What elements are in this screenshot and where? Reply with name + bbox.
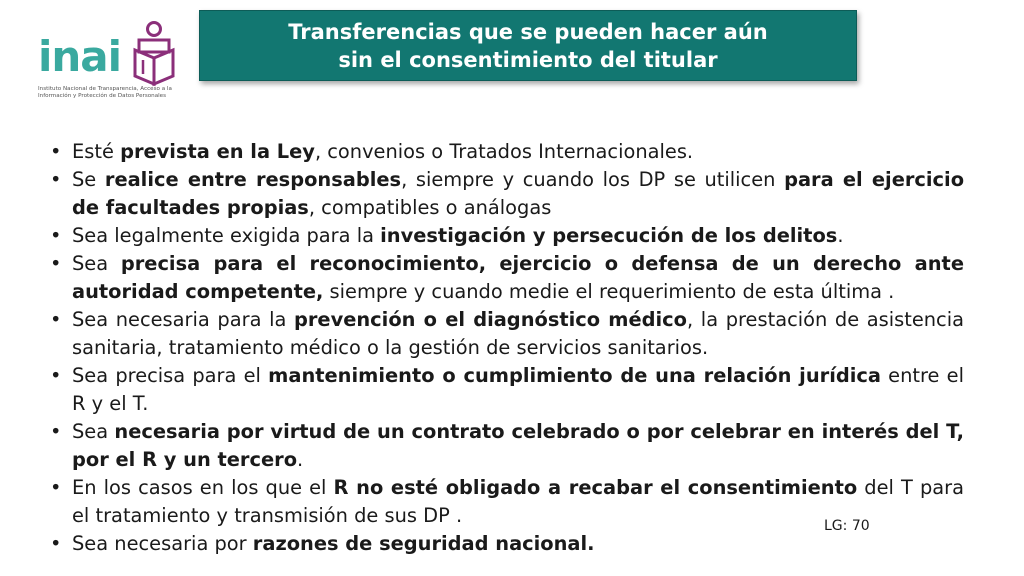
bullet-item: • Sea necesaria por virtud de un contrato celebrado o por celebrar en interés del T, por el R y un tercero. (44, 418, 964, 474)
bullet-item: • Sea precisa para el reconocimiento, ejercicio o defensa de un derecho ante autoridad competente, siempre y cuando medie el requerimiento de esta última . (44, 250, 964, 306)
inai-emblem-icon (132, 20, 176, 88)
bullet-item: • Se realice entre responsables, siempre y cuando los DP se utilicen para el ejercicio de facultades propias, compatibles o análogas (44, 166, 964, 222)
bullet-item: • En los casos en los que el R no esté obligado a recabar el consentimiento del T para el tratamiento y transmisión de sus DP . (44, 474, 964, 530)
bullet-item: • Sea necesaria por razones de seguridad nacional. (44, 530, 964, 558)
logo-subtitle: Instituto Nacional de Transparencia, Acceso a la Información y Protección de Datos Personales (38, 86, 172, 99)
bullet-item: • Esté prevista en la Ley, convenios o Tratados Internacionales. (44, 138, 964, 166)
bullet-item: • Sea necesaria para la prevención o el diagnóstico médico, la prestación de asistencia sanitaria, tratamiento médico o la gestión de servicios sanitarios. (44, 306, 964, 362)
title-line-1: Transferencias que se pueden hacer aún (288, 19, 768, 44)
bullet-item: • Sea precisa para el mantenimiento o cumplimiento de una relación jurídica entre el R y el T. (44, 362, 964, 418)
bullet-list (44, 138, 964, 558)
bullet-item: • Sea legalmente exigida para la investigación y persecución de los delitos. (44, 222, 964, 250)
slide-title (199, 10, 857, 81)
title-line-2: sin el consentimiento del titular (338, 47, 718, 72)
logo-wordmark: inai (38, 32, 122, 81)
inai-logo (38, 20, 188, 108)
reference-note: LG: 70 (824, 518, 870, 534)
